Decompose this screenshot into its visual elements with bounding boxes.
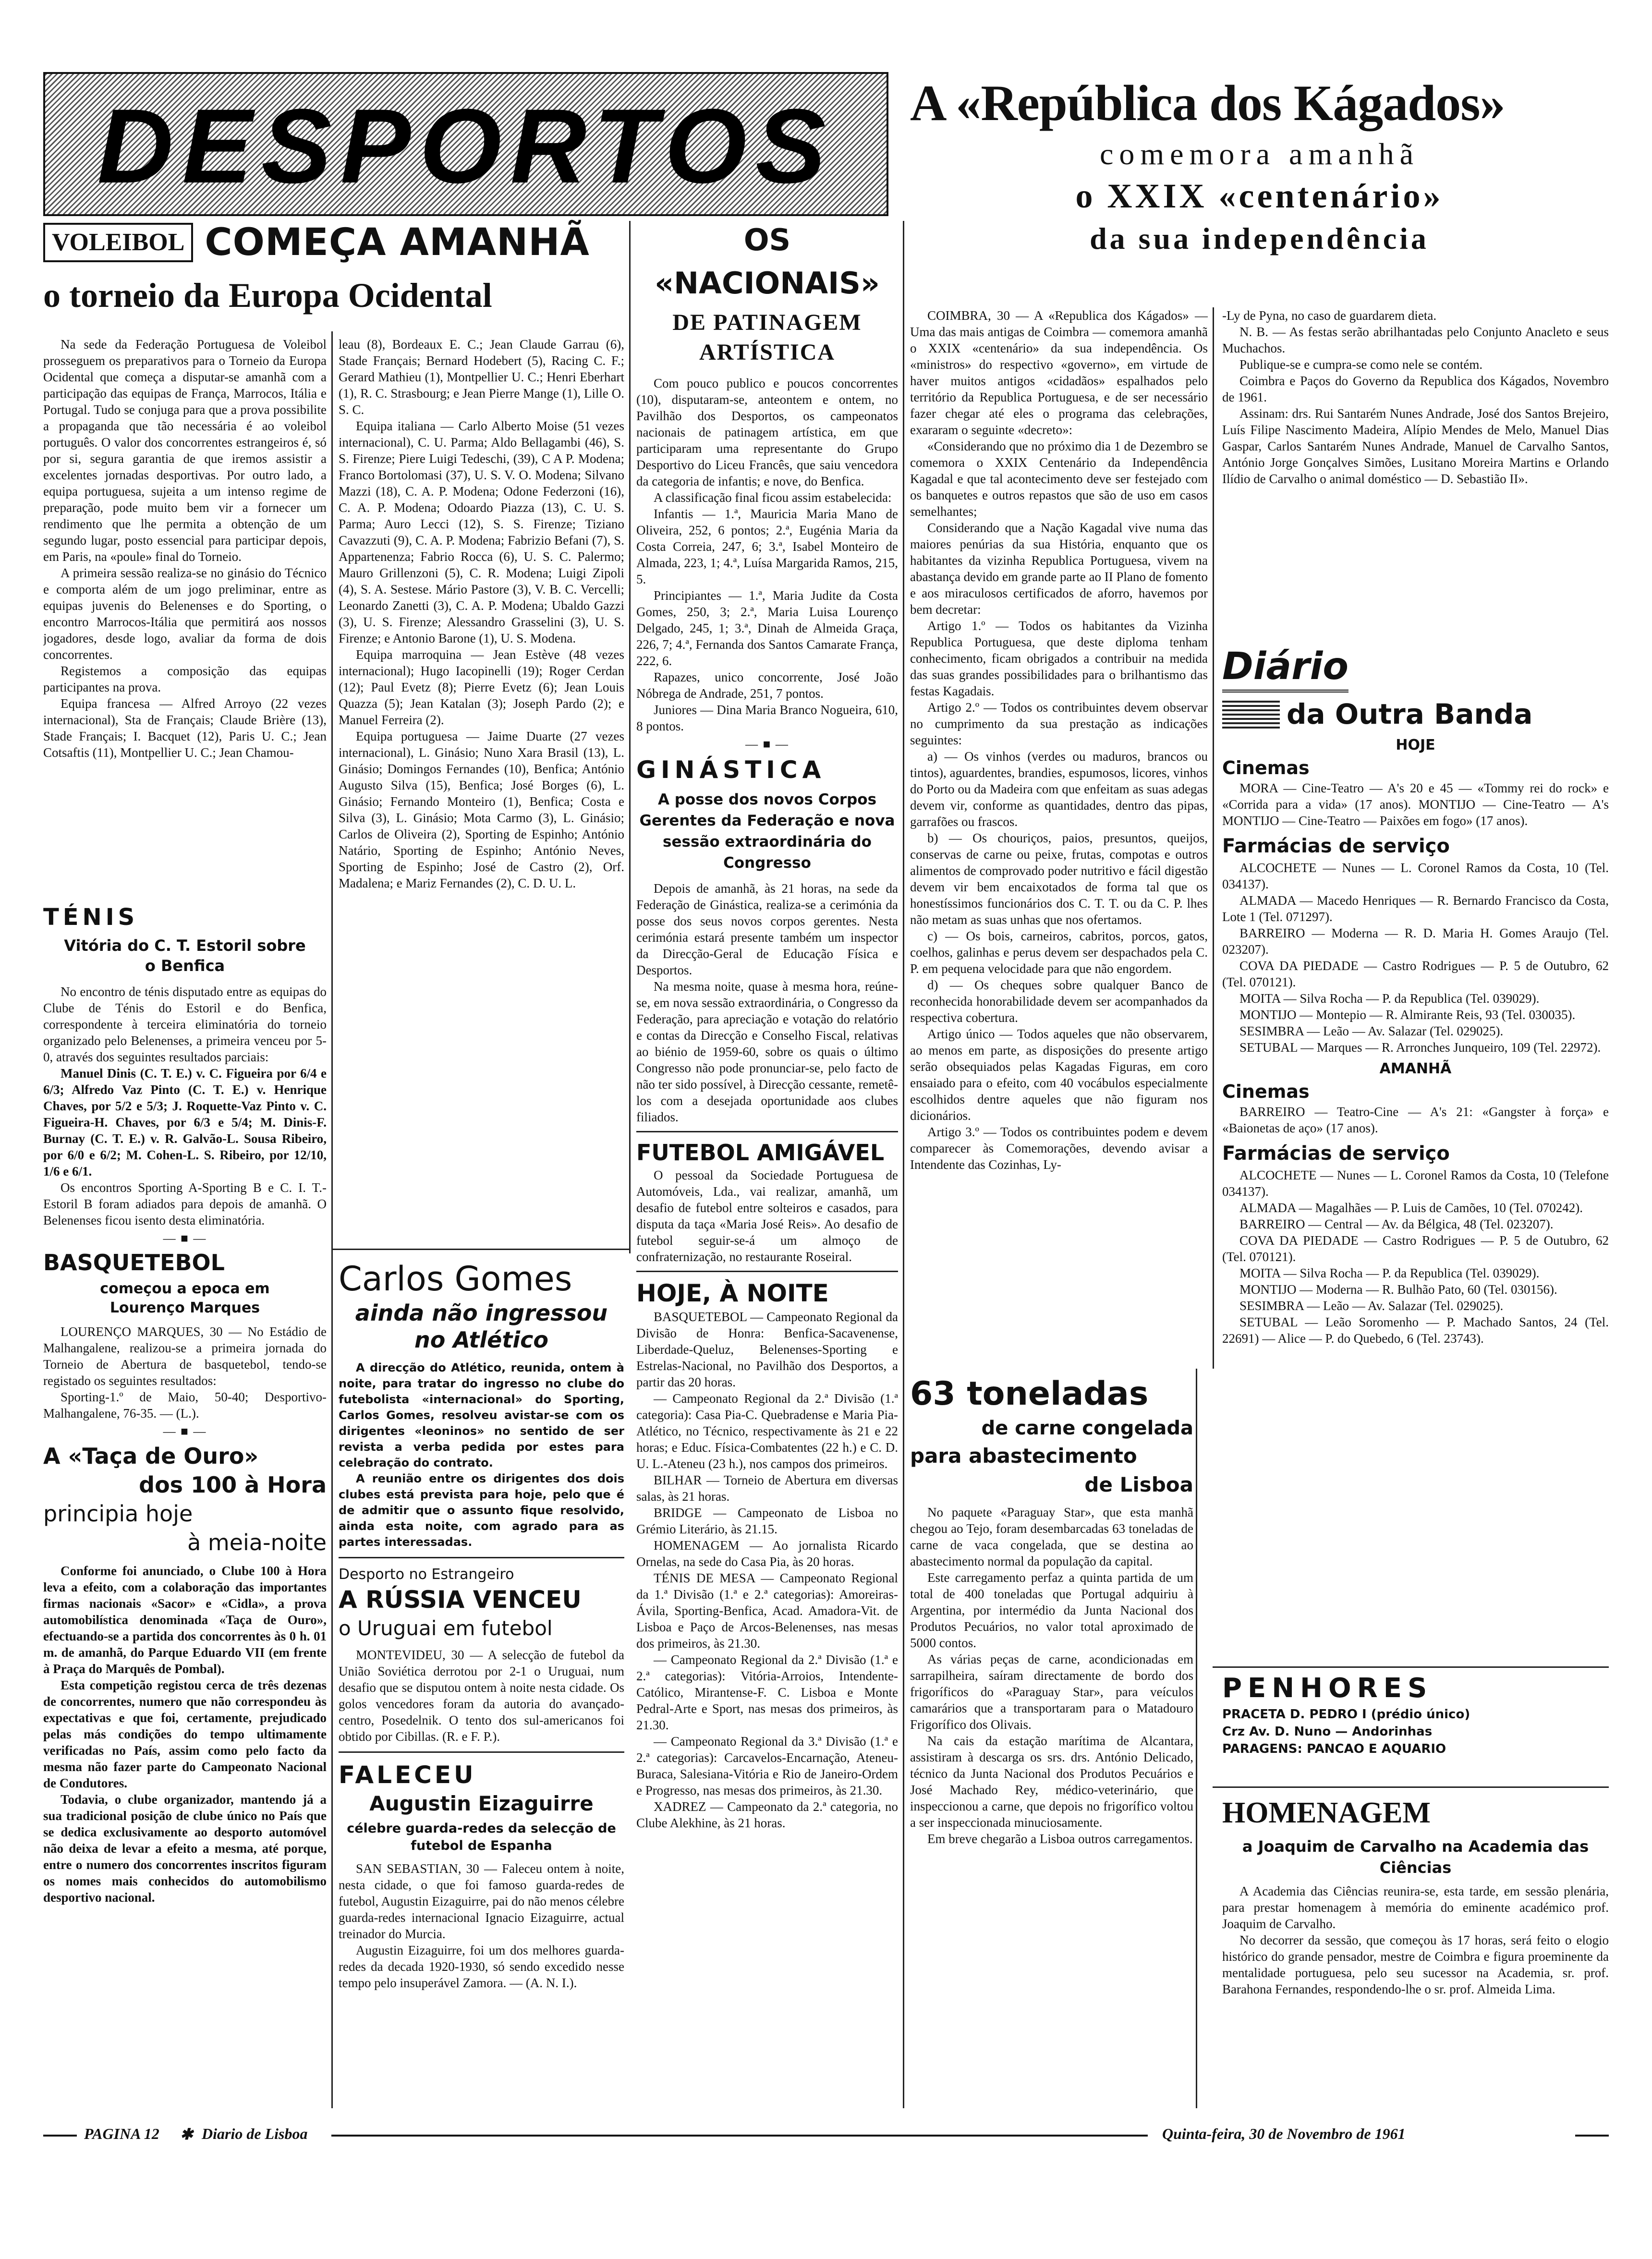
republica-col2 xyxy=(1222,307,1609,644)
toneladas-article xyxy=(910,1373,1193,2108)
ginastica-subtitle: A posse dos novos Corpos Gerentes da Federação e nova sessão extraordinária do Congresso xyxy=(639,791,895,872)
diario-logo-row xyxy=(1222,697,1609,731)
section-rule xyxy=(1213,1786,1609,1788)
penhores-line: PARAGENS: PANCAO E AQUARIO xyxy=(1222,1742,1446,1756)
middle-left-lower xyxy=(339,1258,624,2113)
republica-subtitle1: comemora amanhã xyxy=(1099,137,1420,171)
article-paragraph: Registemos a composição das equipas participantes na prova. xyxy=(43,664,327,694)
pharmacy-entry: ALCOCHETE — Nunes — L. Coronel Ramos da Costa, 10 (Tel. 034137). xyxy=(1222,861,1609,891)
article-paragraph: LOURENÇO MARQUES, 30 — No Estádio de Malhangalene, realizou-se a primeira jornada do Torneio de Abertura de basquetebol, tendo-se registado os seguintes resultados: xyxy=(43,1324,327,1388)
nacionais-title: OS «NACIONAIS» xyxy=(655,222,880,301)
voleibol-col1 xyxy=(43,336,327,893)
article-paragraph: — Campeonato Regional da 3.ª Divisão (1.ª e 2.ª categorias): Carcavelos-Encarnação, Ateneu-Buraca, Salesiana-Vitória e Rio de Janeiro-Ordem e Progresso, nas mesas dos primeiros, às 21.30. xyxy=(636,1734,898,1797)
article-paragraph: Artigo 2.º — Todos os contribuintes devem observar no cumprimento da sua prestação as indicações seguintes: xyxy=(910,700,1208,747)
section-title: DESPORTOS xyxy=(97,87,835,205)
article-paragraph: Em breve chegarão a Lisboa outros carregamentos. xyxy=(927,1832,1193,1846)
pharmacy-entry: SETUBAL — Marques — R. Arronches Junqueiro, 109 (Tel. 22972). xyxy=(1239,1040,1601,1055)
republica-col1 xyxy=(910,307,1208,1364)
pharmacy-entry: ALMADA — Magalhães — P. Luis de Camões, 10 (Tel. 070242). xyxy=(1239,1201,1583,1215)
diario-outra-banda xyxy=(1222,644,1609,1664)
diario-logo: Diário xyxy=(1222,644,1348,692)
carlos-gomes-title: Carlos Gomes xyxy=(339,1259,572,1299)
russia-kicker: Desporto no Estrangeiro xyxy=(339,1566,514,1583)
futebol-amigavel-title: FUTEBOL AMIGÁVEL xyxy=(636,1140,885,1166)
article-paragraph: A reunião entre os dirigentes dos dois clubes está prevista para hoje, pelo que é de admitir que o assunto fique resolvido, ainda esta noite, com agrado para as partes interessadas. xyxy=(339,1472,624,1549)
footer-star: ✱ xyxy=(180,2125,193,2143)
column-rule xyxy=(629,221,631,1253)
pharmacy-entry: ALCOCHETE — Nunes — L. Coronel Ramos da Costa, 10 (Telefone 034137). xyxy=(1222,1168,1609,1199)
left-column-lower xyxy=(43,903,327,2113)
tenis-subtitle: Vitória do C. T. Estoril sobre o Benfica xyxy=(64,936,306,975)
footer-paper: Diario de Lisboa xyxy=(202,2125,308,2142)
article-paragraph: Conforme foi anunciado, o Clube 100 à Hora leva a efeito, com a colaboração das importantes firmas nacionais «Sacor» e «Cidla», a prova automobilística denominada «Taça de Ouro», efectuando-se a partida dos concorrentes às 0 h. 01 m. de amanhã, do Parque Eduardo VII (em frente à Praça do Marquês de Pombal). xyxy=(43,1564,327,1676)
article-paragraph: SAN SEBASTIAN, 30 — Faleceu ontem à noite, nesta cidade, o que foi famoso guarda-redes de futebol, Augustin Eizaguirre, pai do não menos célebre guarda-redes internacional Ignacio Eizaguirre, actual treinador do Murcia. xyxy=(339,1861,624,1941)
pharmacy-entry: SESIMBRA — Leão — Av. Salazar (Tel. 029025). xyxy=(1239,1024,1504,1038)
footer-rule xyxy=(43,2135,77,2137)
pharmacy-entry: COVA DA PIEDADE — Castro Rodrigues — P. 5 de Outubro, 62 (Tel. 070121). xyxy=(1222,1233,1609,1264)
pharmacy-list-tomorrow xyxy=(1222,1167,1609,1347)
pharmacy-entry: BARREIRO — Moderna — R. D. Maria H. Gomes Araujo (Tel. 023207). xyxy=(1222,926,1609,957)
pharmacy-list-today xyxy=(1222,860,1609,1056)
carlos-gomes-subtitle2: no Atlético xyxy=(414,1327,549,1353)
article-paragraph: Publique-se e cumpra-se como nele se contém. xyxy=(1239,357,1483,372)
article-paragraph: Este carregamento perfaz a quinta partida de um total de 400 toneladas que Portugal adquiriu à Argentina, por intermédio da Junta Nacional dos Produtos Pecuários, no valor total aproximado de 5000 contos. xyxy=(910,1570,1193,1650)
article-paragraph: leau (8), Bordeaux E. C.; Jean Claude Garrau (6), Stade Français; Bernard Hodebert (5), Racing C. F.; Gerard Mathieu (1), Montpellier U. C.; Henri Eberhart (1), R. C. Strasbourg; e Jean Pierre Mange (1), Lille O. S. C. xyxy=(339,337,624,417)
article-paragraph: A primeira sessão realiza-se no ginásio do Técnico e comporta além de um jogo preliminar, entre as equipas juvenis do Belenenses e do Sporting, o encontro Marrocos-Itália que permitirá aos nossos jogadores, desde logo, avaliar da forma de dois concorrentes. xyxy=(43,566,327,662)
article-paragraph: BILHAR — Torneio de Abertura em diversas salas, às 21 horas. xyxy=(636,1473,898,1504)
homenagem-article xyxy=(1222,1794,1609,2111)
section-rule xyxy=(339,1751,624,1753)
separator: — ■ — xyxy=(163,1231,207,1245)
republica-subtitle3: da sua independência xyxy=(1090,221,1429,255)
article-paragraph: Equipa portuguesa — Jaime Duarte (27 vezes internacional), L. Ginásio; Nuno Xara Brasil (13), L. Ginásio; Domingos Fernandes (10), Benfica; António Augusto Silva (15), Benfica; José Borges (6), L. Ginásio; Fernando Monteiro (1), Benfica; Costa e Silva (3), L. Ginásio; Mota Carmo (3), L. Ginásio; Carlos de Oliveira (2), Sporting de Espinho; António Natário, Sporting de Espinho; António Neves, Sporting de Espinho; José de Castro (2), Orf. Madalena; e Mariz Fernandes (2), C. D. U. L. xyxy=(339,729,624,890)
article-paragraph: A classificação final ficou assim estabelecida: xyxy=(654,490,892,505)
article-paragraph: -Ly de Pyna, no caso de guardarem dieta. xyxy=(1222,308,1437,323)
basquetebol-subtitle: começou a epoca em Lourenço Marques xyxy=(100,1280,270,1316)
article-paragraph: Principiantes — 1.ª, Maria Judite da Costa Gomes, 250, 3; 2.ª, Maria Luisa Lourenço Delgado, 245, 1; 3.ª, Dinah de Almeida Graça, 226, 7; 4.ª, Fernanda dos Santos Camarate França, 222, 6. xyxy=(636,588,898,668)
article-paragraph: COIMBRA, 30 — A «Republica dos Kágados» — Uma das mais antigas de Coimbra — comemora amanhã o XXIX «centenário» da sua independência. Os «ministros» do respectivo «governo», em virtude de haver muitos antigos «cidadãos» espalhados pelo território da Republica Portuguesa, e de ser necessário fazer chegar até eles o programa das celebrações, exararam o seguinte «decreto»: xyxy=(910,308,1208,437)
article-paragraph: Augustin Eizaguirre, foi um dos melhores guarda-redes da decada 1920-1930, só sendo excedido nesse tempo pelo insuperável Zamora. — (A. N. I.). xyxy=(339,1943,624,1990)
article-paragraph: «Considerando que no próximo dia 1 de Dezembro se comemora o XXIX Centenário da Independência Kagadal e que tal acontecimento deve ser festejado com os banquetes e outros repastos que são de uso em casos semelhantes; xyxy=(910,439,1208,519)
article-paragraph: BASQUETEBOL — Campeonato Regional da Divisão de Honra: Benfica-Sacavenense, Liberdade-Queluz, Belenenses-Sporting e Estrelas-Nacional, no Pavilhão dos Desportos, a partir das 20 horas. xyxy=(636,1310,898,1389)
separator: — ■ — xyxy=(163,1424,207,1438)
cinema-listing: BARREIRO — Teatro-Cine — A's 21: «Gangster à força» e «Baionetas de aço» (17 anos). xyxy=(1222,1105,1609,1135)
section-rule xyxy=(636,1131,898,1132)
toneladas-title4: de Lisboa xyxy=(1084,1473,1193,1496)
penhores-line: Crz Av. D. Nuno — Andorinhas xyxy=(1222,1725,1433,1739)
penhores-ad xyxy=(1222,1671,1609,1784)
column-rule xyxy=(331,331,333,2108)
page-footer xyxy=(43,2125,1609,2154)
voleibol-subheadline: o torneio da Europa Ocidental xyxy=(43,276,492,315)
pharmacy-entry: COVA DA PIEDADE — Castro Rodrigues — P. 5 de Outubro, 62 (Tel. 070121). xyxy=(1222,959,1609,989)
pharmacy-entry: BARREIRO — Central — Av. da Bélgica, 48 (Tel. 023207). xyxy=(1239,1217,1554,1231)
article-paragraph: Na sede da Federação Portuguesa de Voleibol prosseguem os preparativos para o Torneio da Europa Ocidental que começa a disputar-se amanhã com a participação das equipas de França, Marrocos, Itália e Portugal. Tudo se conjuga para que a prova possibilite a propaganda que tão necessária é ao voleibol português. O valor dos concorrentes estrangeiros é, só por si, segura garantia de que iremos assistir a excelentes jornadas desportivas. Por outro lado, a equipa portuguesa, sujeita a um intenso regime de preparação, pode muito bem vir a fornecer um rendimento que lhe permita a obtenção de um segundo lugar, posto essencial para participar depois, em Paris, na «poule» final do Torneio. xyxy=(43,337,327,564)
footer-date: Quinta-feira, 30 de Novembro de 1961 xyxy=(1162,2125,1406,2142)
article-paragraph: O pessoal da Sociedade Portuguesa de Automóveis, Lda., vai realizar, amanhã, um desafio de futebol entre solteiros e casados, para disputa da taça «Maria José Reis». Ao desafio de futebol seguir-se-á um almoço de confraternização, no restaurante Roseiral. xyxy=(636,1168,898,1264)
homenagem-title: HOMENAGEM xyxy=(1222,1797,1431,1829)
republica-header xyxy=(910,72,1609,303)
section-masthead xyxy=(43,72,888,216)
amanha-label: AMANHÃ xyxy=(1379,1060,1452,1077)
carlos-gomes-subtitle1: ainda não ingressou xyxy=(355,1300,608,1326)
article-paragraph: Equipa italiana — Carlo Alberto Moise (51 vezes internacional), C. U. Parma; Aldo Bellagambi (46), S. S. Firenze; Piere Luigi Tedeschi, (39), C A P. Modena; Franco Bortolomasi (37), U. S. V. O. Modena; Silvano Mazzi (18), C. A. P. Modena; Odone Federzoni (16), C. A. P. Modena; Odoardo Piazza (13), C. U. S. Parma; Auro Lecci (12), S. S. Firenze; Tiziano Cavazzuti (9), C. A. P. Modena; Fabrizio Befani (7), S. Appartenenza; Fabrio Rocca (6), U. S. C. Palermo; Mauro Grillenzoni (5), C. R. Modena; Luigi Zipoli (4), S. A. Sestese. Mário Pastore (3), V. B. C. Vercelli; Leonardo Zanetti (3), C. A. P. Modena; Ubaldo Gazzi (3), U. S. Firenze; Alessandro Grasselini (3), U. S. Firenze; e Antonio Barone (1), U. S. Modena. xyxy=(339,419,624,645)
article-paragraph: — Campeonato Regional da 2.ª Divisão (1.ª categoria): Casa Pia-C. Quebradense e Maria Pia-Atlético, no Técnico, respectivamente às 21 e 22 horas; e Educ. Física-Combatentes (22 h.) e C. D. U. L.-Ateneu (23 h.), nos campos dos primeiros. xyxy=(636,1391,898,1471)
homenagem-subtitle: a Joaquim de Carvalho na Academia das Ciências xyxy=(1242,1837,1589,1877)
middle-column xyxy=(636,219,898,2111)
voleibol-tag: VOLEIBOL xyxy=(43,223,193,262)
article-paragraph: Na mesma noite, quase à mesma hora, reúne-se, em nova sessão extraordinária, o Congresso da Federação, para apreciação e votação do relatório e contas da Direcção e Conselho Fiscal, relativas ao biénio de 1959-60, sobre os quais o último Congresso não pode pronunciar-se, pelo facto de não ter sido possível, à Direcção cessante, remetê-los com a desejada oportunidade aos clubes filiados. xyxy=(636,979,898,1124)
tenis-title: TÉNIS xyxy=(43,904,139,931)
basquetebol-title: BASQUETEBOL xyxy=(43,1250,225,1275)
article-paragraph: Sporting-1.º de Maio, 50-40; Desportivo-Malhangalene, 76-35. — (L.). xyxy=(43,1390,327,1421)
ginastica-title: GINÁSTICA xyxy=(636,756,826,784)
footer-page: PAGINA 12 xyxy=(84,2125,159,2142)
separator: — ■ — xyxy=(745,737,789,751)
article-paragraph: No paquete «Paraguay Star», que esta manhã chegou ao Tejo, foram desembarcadas 63 toneladas de carne de vaca congelada, que se destina ao abastecimento normal da população da capital. xyxy=(910,1505,1193,1568)
voleibol-header xyxy=(43,219,627,329)
taca-title2: dos 100 à Hora xyxy=(139,1472,327,1498)
article-paragraph: d) — Os cheques sobre qualquer Banco de reconhecida honorabilidade devem ser acompanhados da respectiva cobertura. xyxy=(910,978,1208,1025)
taca-title4: à meia-noite xyxy=(187,1530,327,1555)
article-paragraph: BRIDGE — Campeonato de Lisboa no Grémio Literário, às 21.15. xyxy=(636,1506,898,1536)
article-paragraph: No encontro de ténis disputado entre as equipas do Clube de Ténis do Estoril e do Benfica, correspondente à terceira eliminatória do torneio organizado pelo Belenenses, a primeira venceu por 5-0, através dos seguintes resultados parciais: xyxy=(43,984,327,1064)
article-paragraph: As várias peças de carne, acondicionadas em sarrapilheira, saíram directamente de bordo dos frigoríficos do «Paraguay Star», para veículos camarários que a transportaram para o Matadouro Frigorífico dos Olivais. xyxy=(910,1652,1193,1732)
article-paragraph: Todavia, o clube organizador, mantendo já a sua tradicional posição de clube único no País que se dedica exclusivamente ao desporto automóvel não deixa de levar a efeito a mesma, até porque, entre o numero dos concorrentes inscritos figuram os nomes mais conhecidos do automobilismo desportivo nacional. xyxy=(43,1792,327,1905)
cinemas-heading: Cinemas xyxy=(1222,757,1310,778)
article-paragraph: Equipa marroquina — Jean Estève (48 vezes internacional); Hugo Iacopinelli (19); Roger Cerdan (12); Paul Evetz (8); Pierre Evetz (6); Jean Louis Quazza (5); Jean Katalan (3); Joseph Pardo (2); e Manuel Ferreira (2). xyxy=(339,647,624,727)
cinema-listing: MORA — Cine-Teatro — A's 20 e 45 — «Tommy rei do rock» e «Corrida para a vida» (17 anos). MONTIJO — Cine-Teatro — A's MONTIJO — Cine-Teatro — Paixões em fogo» (17 anos). xyxy=(1222,781,1609,828)
voleibol-col2 xyxy=(339,336,624,1239)
article-paragraph: Infantis — 1.ª, Mauricia Maria Mano de Oliveira, 252, 6 pontos; 2.ª, Eugénia Maria da Costa Correia, 247, 6; 3.ª, Isabel Monteiro de Almada, 223, 1; 4.ª, Luísa Margarida Ramos, 215, 5. xyxy=(636,507,898,586)
article-paragraph: Considerando que a Nação Kagadal vive numa das maiores penúrias da sua História, enquanto que os habitantes da vizinha Republica Portuguesa, vivem na abastança devido em grande parte ao II Plano de fomento e aos miraculosos certificados de aforro, havemos por bem decretar: xyxy=(910,521,1208,617)
article-paragraph: a) — Os vinhos (verdes ou maduros, brancos ou tintos), aguardentes, brandies, espumosos, licores, vinhos do Porto ou da Madeira com que enfeitam as suas adegas devem vir, conforme as quantidades, dentro das pipas, garrafões ou frascos. xyxy=(910,749,1208,829)
hoje-noite-title: HOJE, À NOITE xyxy=(636,1279,829,1307)
section-rule xyxy=(331,1249,629,1250)
faleceu-title: FALECEU xyxy=(339,1761,476,1789)
article-paragraph: Artigo único — Todos aqueles que não observarem, ao menos em parte, as disposições do presente artigo serão obsequiados pelas Kagadas Figuras, em coro ensaiado para o efeito, com 40 vocábulos especialmente escolhidos dentre aqueles que não figuram nos dicionários. xyxy=(910,1027,1208,1123)
diario-logo-subtitle: da Outra Banda xyxy=(1287,698,1533,730)
article-paragraph: MONTEVIDEU, 30 — A selecção de futebol da União Soviética derrotou por 2-1 o Uruguai, num desafio que se disputou ontem à noite nesta cidade. Os golos vencedores foram da autoria do avançado-centro, Posedelnik. O tento dos sul-americanos foi obtido por Cibillas. (R. e F. P.). xyxy=(339,1648,624,1744)
article-paragraph: Artigo 3.º — Todos os contribuintes podem e devem comparecer às Comemorações, devendo avisar a Intendente das Cozinhas, Ly- xyxy=(910,1125,1208,1172)
faleceu-subtitle: célebre guarda-redes da selecção de futebol de Espanha xyxy=(347,1821,616,1853)
toneladas-title1: 63 toneladas xyxy=(910,1375,1149,1413)
column-rule xyxy=(1213,307,1214,1369)
nacionais-subtitle: DE PATINAGEM ARTÍSTICA xyxy=(672,310,862,365)
pharmacy-entry: SESIMBRA — Leão — Av. Salazar (Tel. 029025). xyxy=(1239,1299,1504,1313)
pharmacy-entry: MONTIJO — Montepio — R. Almirante Reis, 93 (Tel. 030035). xyxy=(1239,1008,1576,1022)
republica-title: A «República dos Kágados» xyxy=(910,75,1505,131)
faleceu-name: Augustin Eizaguirre xyxy=(369,1792,594,1815)
penhores-title: PENHORES xyxy=(1222,1673,1433,1704)
diario-logo-stripes xyxy=(1222,700,1280,729)
penhores-line: PRACETA D. PEDRO I (prédio único) xyxy=(1222,1707,1470,1722)
column-rule xyxy=(1196,1369,1197,2108)
article-paragraph: — Campeonato Regional da 2.ª Divisão (1.ª e 2.ª categorias): Vitória-Arroios, Intendente-Católico, Mirantense-F. C. Lisboa e Monte Pedral-Arte e Sport, nas mesas dos primeiros, às 21.30. xyxy=(636,1652,898,1732)
article-paragraph: HOMENAGEM — Ao jornalista Ricardo Ornelas, na sede do Casa Pia, às 20 horas. xyxy=(636,1538,898,1569)
article-paragraph: Esta competição registou cerca de três dezenas de concorrentes, numero que não correspondeu às expectativas e que foi, certamente, prejudicado pelas más condições do tempo ultimamente verificadas no País, assim como pelo facto da mesma não fazer parte do Campeonato Nacional de Condutores. xyxy=(43,1678,327,1790)
hoje-label: HOJE xyxy=(1396,737,1435,753)
article-paragraph: Artigo 1.º — Todos os habitantes da Vizinha Republica Portuguesa, que deste diploma tenham conhecimento, ficam obrigados a contribuir na medida das suas grandes possibilidades para o brilhantismo das festas Kagadais. xyxy=(910,619,1208,698)
pharmacy-entry: MOITA — Silva Rocha — P. da Republica (Tel. 039029). xyxy=(1239,1266,1540,1280)
article-paragraph: Assinam: drs. Rui Santarém Nunes Andrade, José dos Santos Brejeiro, Luís Filipe Nascimento Madeira, Alípio Mendes de Melo, Manuel Dias Gaspar, Carlos Santarém Nunes Andrade, Manuel de Carvalho Santos, António Jorge Gonçalves Simões, Lusitano Moreira Martins e Orlando Ilídio de Carvalho o animal doméstico — D. Sebastião II». xyxy=(1222,406,1609,486)
farmacias-heading: Farmácias de serviço xyxy=(1222,1142,1450,1165)
republica-subtitle2: o XXIX «centenário» xyxy=(1075,177,1444,215)
article-paragraph: TÉNIS DE MESA — Campeonato Regional da 1.ª Divisão (1.ª e 2.ª categorias): Amoreiras-Ávila, Sporting-Benfica, Acad. Amadora-Vit. de Lisboa e Paço de Arcos-Belenenses, nas mesas dos primeiros, às 21.30. xyxy=(636,1571,898,1651)
article-paragraph: Equipa francesa — Alfred Arroyo (22 vezes internacional), Sta de Français; Claude Brière (13), Stade Français; I. Bacquet (12), Paris U. C.; Jean Cotsaftis (11), Montpellier U. C.; Jean Chamou- xyxy=(43,696,327,760)
article-paragraph: XADREZ — Campeonato da 2.ª categoria, no Clube Alekhine, às 21 horas. xyxy=(636,1799,898,1830)
voleibol-headline: COMEÇA AMANHÃ xyxy=(205,221,590,264)
column-rule xyxy=(903,221,904,2108)
cinemas-heading: Cinemas xyxy=(1222,1081,1310,1102)
article-paragraph: Manuel Dinis (C. T. E.) v. C. Figueira por 6/4 e 6/3; Alfredo Vaz Pinto (C. T. E.) v. Henrique Chaves, por 5/2 e 5/3; J. Roquette-Vaz Pinto v. C. Figueira-H. Chaves, por 6/3 e 5/4; M. Dinis-F. Burnay (C. T. E.) v. R. Galvão-L. Sousa Ribeiro, por 6/0 e 6/2; M. Cohen-L. S. Ribeiro, por 12/10, 1/6 e 6/1. xyxy=(43,1066,327,1178)
section-rule xyxy=(636,1271,898,1272)
footer-rule xyxy=(331,2135,1148,2137)
toneladas-title2: de carne congelada xyxy=(981,1417,1193,1439)
article-paragraph: c) — Os bois, carneiros, cabritos, porcos, gatos, coelhos, galinhas e perus devem ser despachados pela C. P. em pequena velocidade para que não engordem. xyxy=(910,929,1208,976)
article-paragraph: Juniores — Dina Maria Branco Nogueira, 610, 8 pontos. xyxy=(636,703,898,733)
toneladas-title3: para abastecimento xyxy=(910,1444,1137,1468)
taca-title3: principia hoje xyxy=(43,1501,193,1527)
article-paragraph: A Academia das Ciências reunira-se, esta tarde, em sessão plenária, para prestar homenagem à memória do eminente académico prof. Joaquim de Carvalho. xyxy=(1222,1884,1609,1931)
article-paragraph: Coimbra e Paços do Governo da Republica dos Kágados, Novembro de 1961. xyxy=(1222,374,1609,404)
article-paragraph: b) — Os chouriços, paios, presuntos, queijos, conservas de carne ou peixe, frutas, compotas e outros alimentos de comprovado poder nutritivo e fácil digestão devem vir bem encaixotados de forma tal que os honestíssimos funcionários dos C. T. T. ou da C. P. lhes não metam as suas unhas que nos ofertamos. xyxy=(910,831,1208,927)
article-paragraph: N. B. — As festas serão abrilhantadas pelo Conjunto Anacleto e seus Muchachos. xyxy=(1222,325,1609,355)
article-paragraph: No decorrer da sessão, que começou às 17 horas, será feito o elogio histórico do grande pensador, mestre de Coimbra e figura proeminente da mentalidade portuguesa, pelo seu sucessor na Academia, sr. prof. Barahona Fernandes, respondendo-lhe o sr. prof. Almeida Lima. xyxy=(1222,1933,1609,1996)
pharmacy-entry: SETUBAL — Leão Soromenho — P. Machado Santos, 24 (Tel. 22691) — Alice — P. do Quebedo, 6 (Tel. 23743). xyxy=(1222,1315,1609,1346)
article-paragraph: Rapazes, unico concorrente, José João Nóbrega de Andrade, 251, 7 pontos. xyxy=(636,670,898,701)
taca-title1: A «Taça de Ouro» xyxy=(43,1443,259,1469)
section-rule xyxy=(1213,1666,1609,1668)
pharmacy-entry: MOITA — Silva Rocha — P. da Republica (Tel. 039029). xyxy=(1239,991,1540,1006)
russia-subtitle: o Uruguai em futebol xyxy=(339,1616,553,1640)
pharmacy-entry: ALMADA — Macedo Henriques — R. Bernardo Francisco da Costa, Lote 1 (Tel. 071297). xyxy=(1222,893,1609,924)
article-paragraph: Com pouco publico e poucos concorrentes (10), disputaram-se, anteontem e ontem, no Pavilhão dos Desportos, os campeonatos nacionais de patinagem artística, em que participaram uma representante do Grupo Desportivo do Liceu Francês, que saiu vencedora da categoria de infantis; e nove, do Benfica. xyxy=(636,376,898,488)
russia-title: A RÚSSIA VENCEU xyxy=(339,1586,582,1614)
article-paragraph: A direcção do Atlético, reunida, ontem à noite, para tratar do ingresso no clube do futebolista «internacional» do Sporting, Carlos Gomes, resolveu avistar-se com os dirigentes «leoninos» no sentido de ser revista a verba pedida por estes para celebração do contrato. xyxy=(339,1361,624,1470)
pharmacy-entry: MONTIJO — Moderna — R. Bulhão Pato, 60 (Tel. 030156). xyxy=(1239,1282,1557,1297)
farmacias-heading: Farmácias de serviço xyxy=(1222,835,1450,857)
section-rule xyxy=(339,1557,624,1558)
article-paragraph: Os encontros Sporting A-Sporting B e C. I. T.-Estoril B foram adiados para depois de amanhã. O Belenenses ficou isento desta eliminatória. xyxy=(43,1180,327,1227)
article-paragraph: Depois de amanhã, às 21 horas, na sede da Federação de Ginástica, realiza-se a cerimónia da posse dos seus novos corpos gerentes. Nesta cerimónia estará presente também um inspector da Direcção-Geral de Educação Física e Desportos. xyxy=(636,881,898,977)
footer-rule xyxy=(1575,2135,1609,2137)
article-paragraph: Na cais da estação marítima de Alcantara, assistiram à descarga os srs. drs. António Delicado, técnico da Junta Nacional dos Produtos Pecuários e José Machado Rey, médico-veterinário, que inspeccionou a carne, que depois no frigorífico voltou a ser inspeccionada minuciosamente. xyxy=(910,1734,1193,1830)
